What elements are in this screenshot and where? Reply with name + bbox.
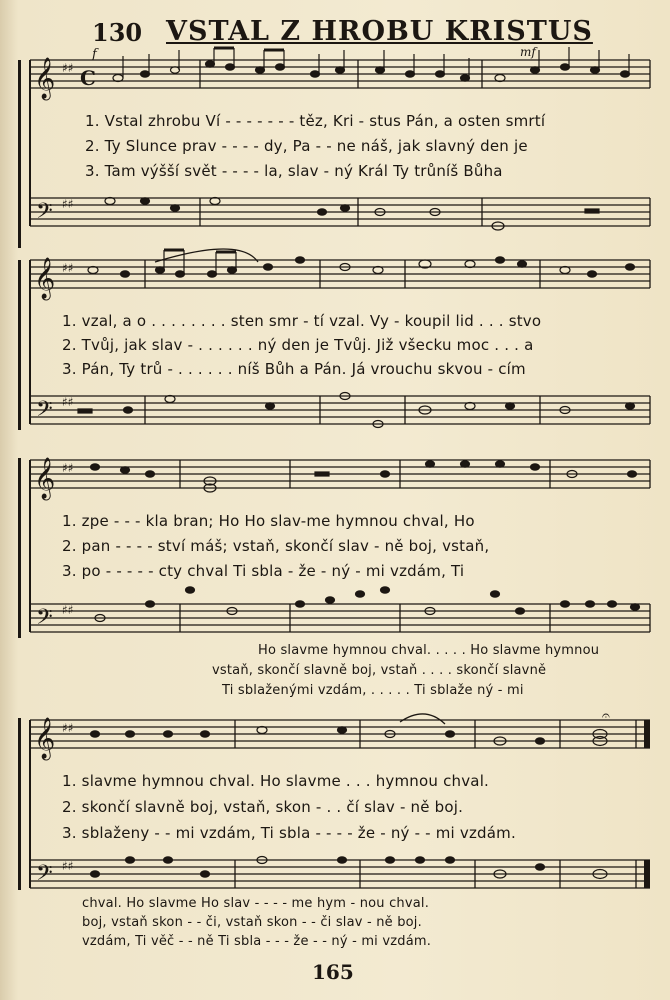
svg-text:𝄞: 𝄞 (34, 458, 56, 499)
svg-text:♯♯: ♯♯ (62, 461, 74, 475)
hymn-title: VSTAL Z HROBU KRISTUS (166, 16, 593, 47)
svg-text:𝄐: 𝄐 (602, 708, 610, 724)
svg-text:♯♯: ♯♯ (62, 721, 74, 735)
lyric-line: 2. Ty Slunce prav - - - - dy, Pa - - ne náš, jak slavný den je (85, 137, 528, 155)
svg-text:mf: mf (520, 45, 536, 59)
svg-text:𝄢: 𝄢 (36, 199, 53, 229)
lyric-line: 1. Vstal zhrobu Ví - - - - - - - těz, Kri - stus Pán, a osten smrtí (85, 112, 546, 130)
bass-lyric-line: vstaň, skončí slavně boj, vstaň . . . . skončí slavně (212, 663, 547, 678)
svg-text:𝄢: 𝄢 (36, 861, 53, 891)
lyric-line: 2. Tvůj, jak slav - . . . . . . ný den je Tvůj. Již všecku moc . . . a (62, 336, 534, 354)
svg-text:♯♯: ♯♯ (62, 61, 74, 75)
bass-lyric-line: Ho slavme hymnou chval. . . . . Ho slavme hymnou (258, 643, 600, 658)
bass-lyric-line: chval. Ho slavme Ho slav - - - - me hym - nou chval. (82, 896, 430, 911)
lyric-line: 3. po - - - - - cty chval Ti sbla - že - ný - mi vzdám, Ti (62, 562, 465, 580)
svg-text:♯♯: ♯♯ (62, 603, 74, 617)
lyric-line: 1. slavme hymnou chval. Ho slavme . . . hymnou chval. (62, 772, 490, 790)
svg-text:f: f (92, 47, 97, 62)
svg-text:♯♯: ♯♯ (62, 395, 74, 409)
svg-text:𝄢: 𝄢 (36, 397, 53, 427)
bass-lyric-line: boj, vstaň skon - - či, vstaň skon - - či slav - ně boj. (82, 915, 422, 930)
svg-text:𝄢: 𝄢 (36, 605, 53, 635)
svg-text:𝄞: 𝄞 (34, 718, 56, 759)
svg-text:♯♯: ♯♯ (62, 197, 74, 211)
svg-text:♯♯: ♯♯ (62, 859, 74, 873)
svg-text:𝄞: 𝄞 (34, 258, 56, 299)
page-number: 165 (312, 960, 354, 984)
lyric-line: 3. Pán, Ty trů - . . . . . . níš Bůh a Pán. Já vrouchu skvou - cím (62, 360, 526, 378)
lyric-line: 2. pan - - - - ství máš; vstaň, skončí slav - ně boj, vstaň, (62, 537, 490, 555)
svg-text:𝄞: 𝄞 (34, 58, 56, 99)
lyric-line: 1. zpe - - - kla bran; Ho Ho slav-me hymnou chval, Ho (62, 512, 475, 530)
lyric-line: 3. sblaženy - - mi vzdám, Ti sbla - - - - že - ný - - mi vzdám. (62, 824, 516, 842)
bass-lyric-line: vzdám, Ti věč - - ně Ti sbla - - - že - - ný - mi vzdám. (82, 934, 432, 949)
lyric-line: 1. vzal, a o . . . . . . . . sten smr - tí vzal. Vy - koupil lid . . . stvo (62, 312, 542, 330)
lyric-line: 2. skončí slavně boj, vstaň, skon - . . čí slav - ně boj. (62, 798, 464, 816)
svg-text:C: C (80, 66, 96, 90)
lyric-line: 3. Tam výšší svět - - - - la, slav - ný Král Ty trůníš Bůha (85, 162, 503, 180)
bass-lyric-line: Ti sblaženými vzdám, . . . . . Ti sblaže ný - mi (222, 683, 524, 698)
svg-text:♯♯: ♯♯ (62, 261, 74, 275)
hymn-number: 130 (92, 18, 143, 47)
